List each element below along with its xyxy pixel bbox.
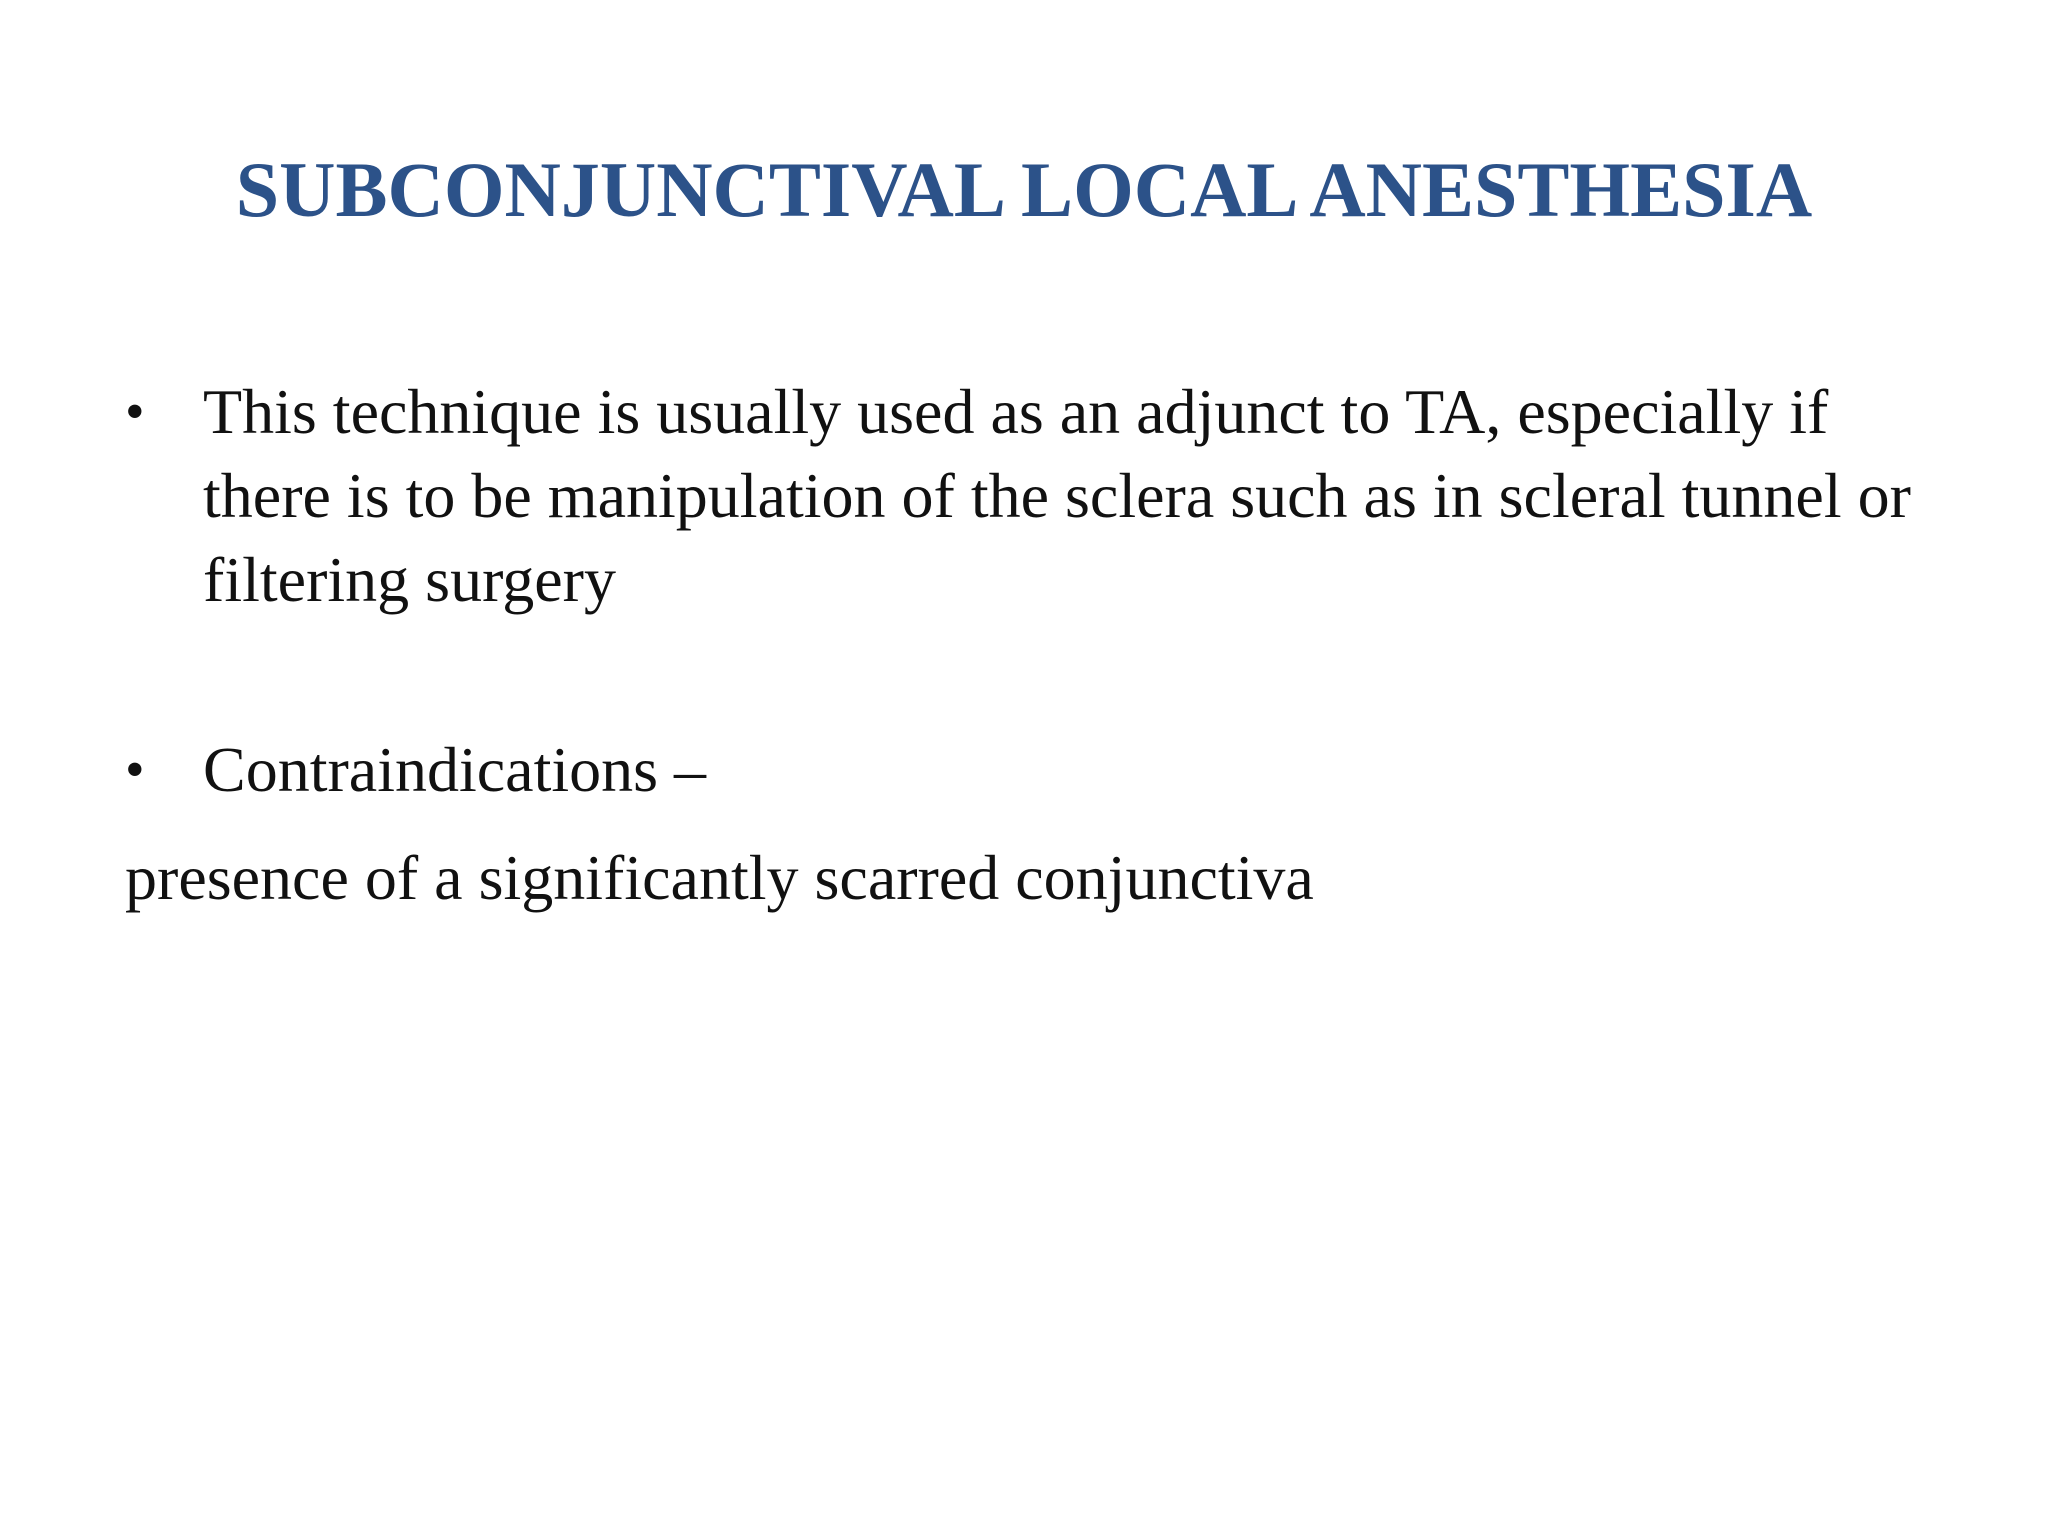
bullet-text-contraindications: Contraindications – xyxy=(203,734,707,805)
contraindication-detail: presence of a significantly scarred conjunctiva xyxy=(125,842,1314,913)
bullet-item-technique xyxy=(125,370,1925,622)
bullet-marker: • xyxy=(125,381,145,443)
bullet-item-contraindications xyxy=(125,728,1925,812)
bullet-marker: • xyxy=(125,739,145,801)
slide-title: SUBCONJUNCTIVAL LOCAL ANESTHESIA xyxy=(235,146,1813,233)
bullet-text-technique: This technique is usually used as an adjunct to TA, especially if there is to be manipulation of the sclera such as in scleral tunnel or filtering surgery xyxy=(203,376,1911,615)
bullet-list xyxy=(125,370,1925,812)
